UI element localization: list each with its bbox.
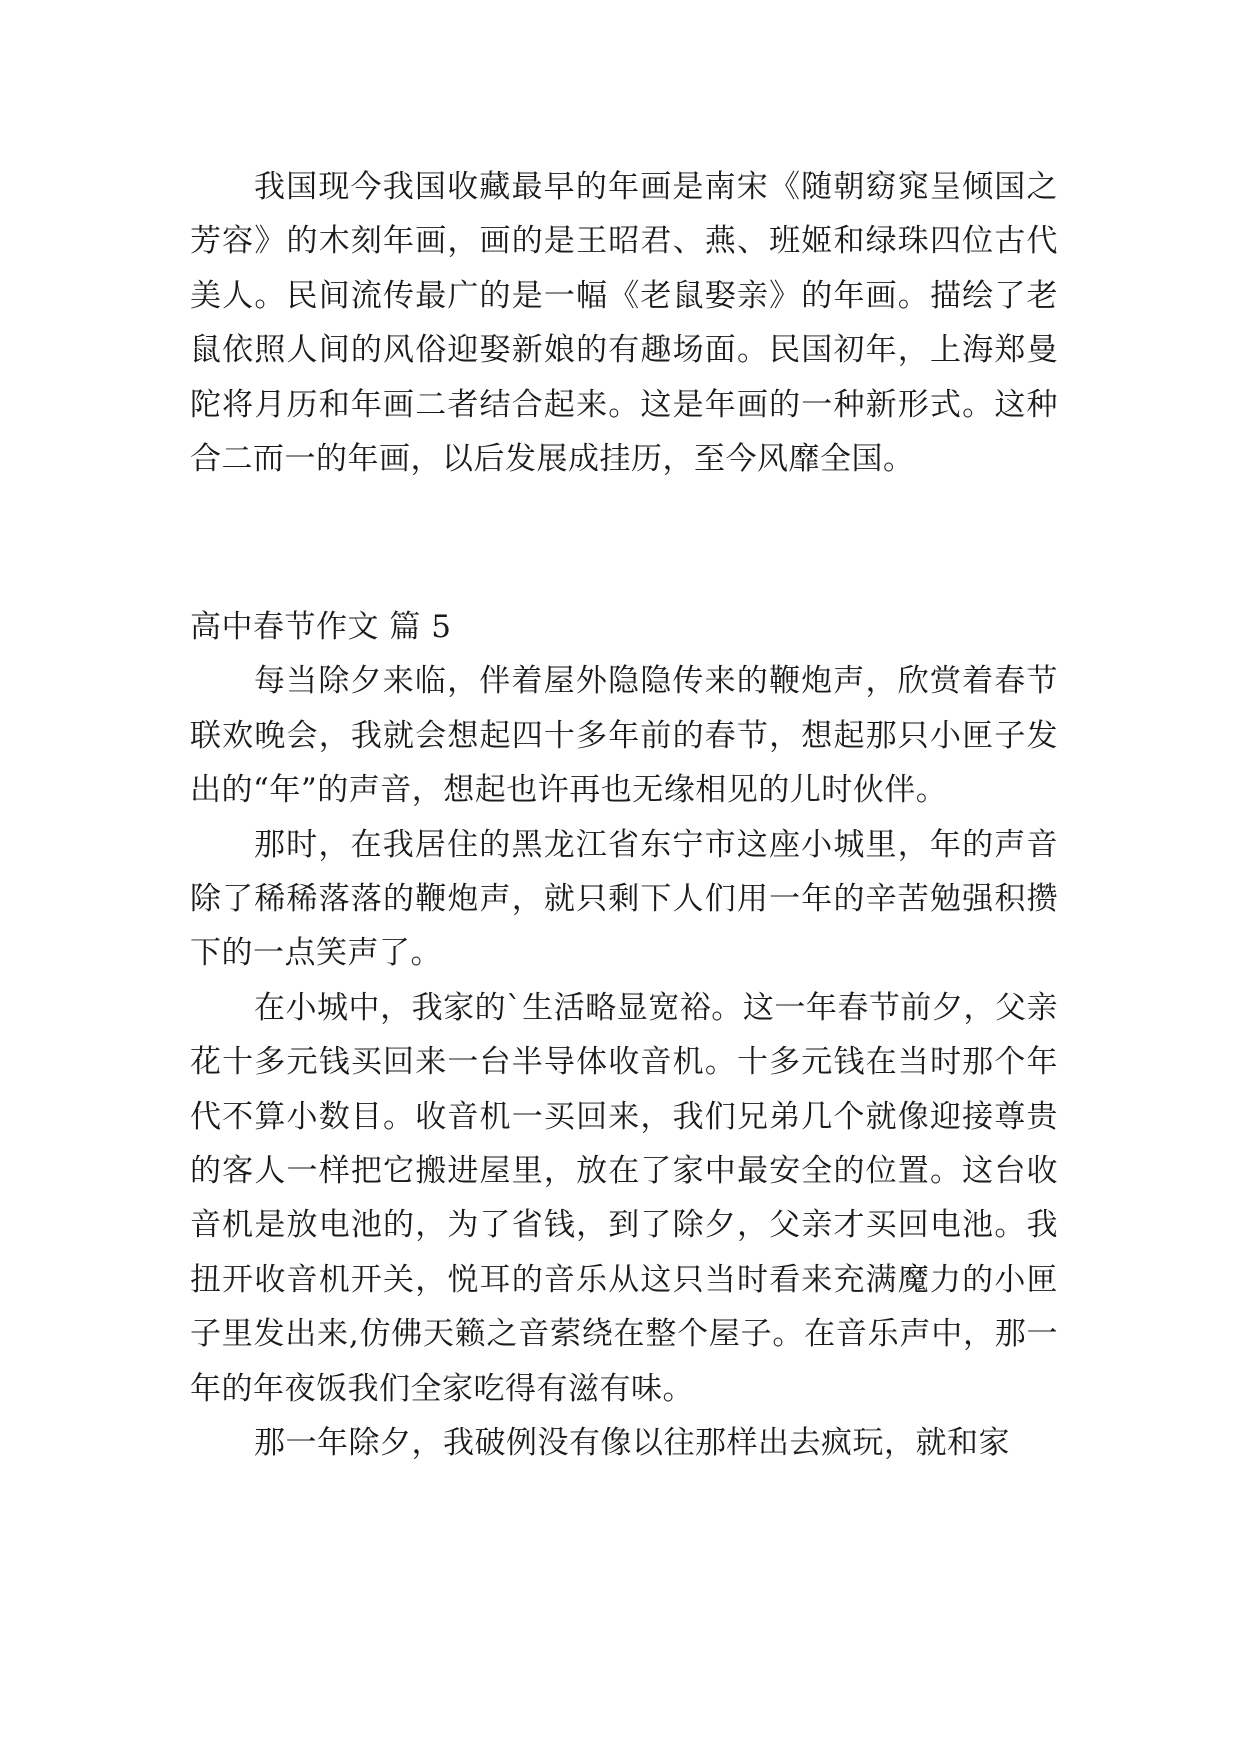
essay-section: [190, 600, 1058, 1471]
body-paragraph: 每当除夕来临，伴着屋外隐隐传来的鞭炮声，欣赏着春节联欢晚会，我就会想起四十多年前的春节，想起那只小匣子发出的“年”的声音，想起也许再也无缘相见的儿时伙伴。: [190, 663, 1058, 809]
intro-block: [190, 160, 1058, 486]
body-paragraph: 那一年除夕，我破例没有像以往那样出去疯玩，就和家: [254, 1425, 1010, 1462]
body-paragraph: 那时，在我居住的黑龙江省东宁市这座小城里，年的声音除了稀稀落落的鞭炮声，就只剩下人们用一年的辛苦勉强积攒下的一点笑声了。: [190, 826, 1058, 972]
intro-paragraph: 我国现今我国收藏最早的年画是南宋《随朝窈窕呈倾国之芳容》的木刻年画，画的是王昭君、燕、班姬和绿珠四位古代美人。民间流传最广的是一幅《老鼠娶亲》的年画。描绘了老鼠依照人间的风俗迎娶新娘的有趣场面。民国初年，上海郑曼陀将月历和年画二者结合起来。这是年画的一种新形式。这种合二而一的年画，以后发展成挂历，至今风靡全国。: [190, 169, 1058, 478]
body-paragraph: 在小城中，我家的`生活略显宽裕。这一年春节前夕，父亲花十多元钱买回来一台半导体收音机。十多元钱在当时那个年代不算小数目。收音机一买回来，我们兄弟几个就像迎接尊贵的客人一样把它搬进屋里，放在了家中最安全的位置。这台收音机是放电池的，为了省钱，到了除夕，父亲才买回电池。我扭开收音机开关，悦耳的音乐从这只当时看来充满魔力的小匣子里发出来,仿佛天籁之音萦绕在整个屋子。在音乐声中，那一年的年夜饭我们全家吃得有滋有味。: [190, 989, 1058, 1407]
section-title: 高中春节作文 篇 5: [190, 609, 452, 645]
